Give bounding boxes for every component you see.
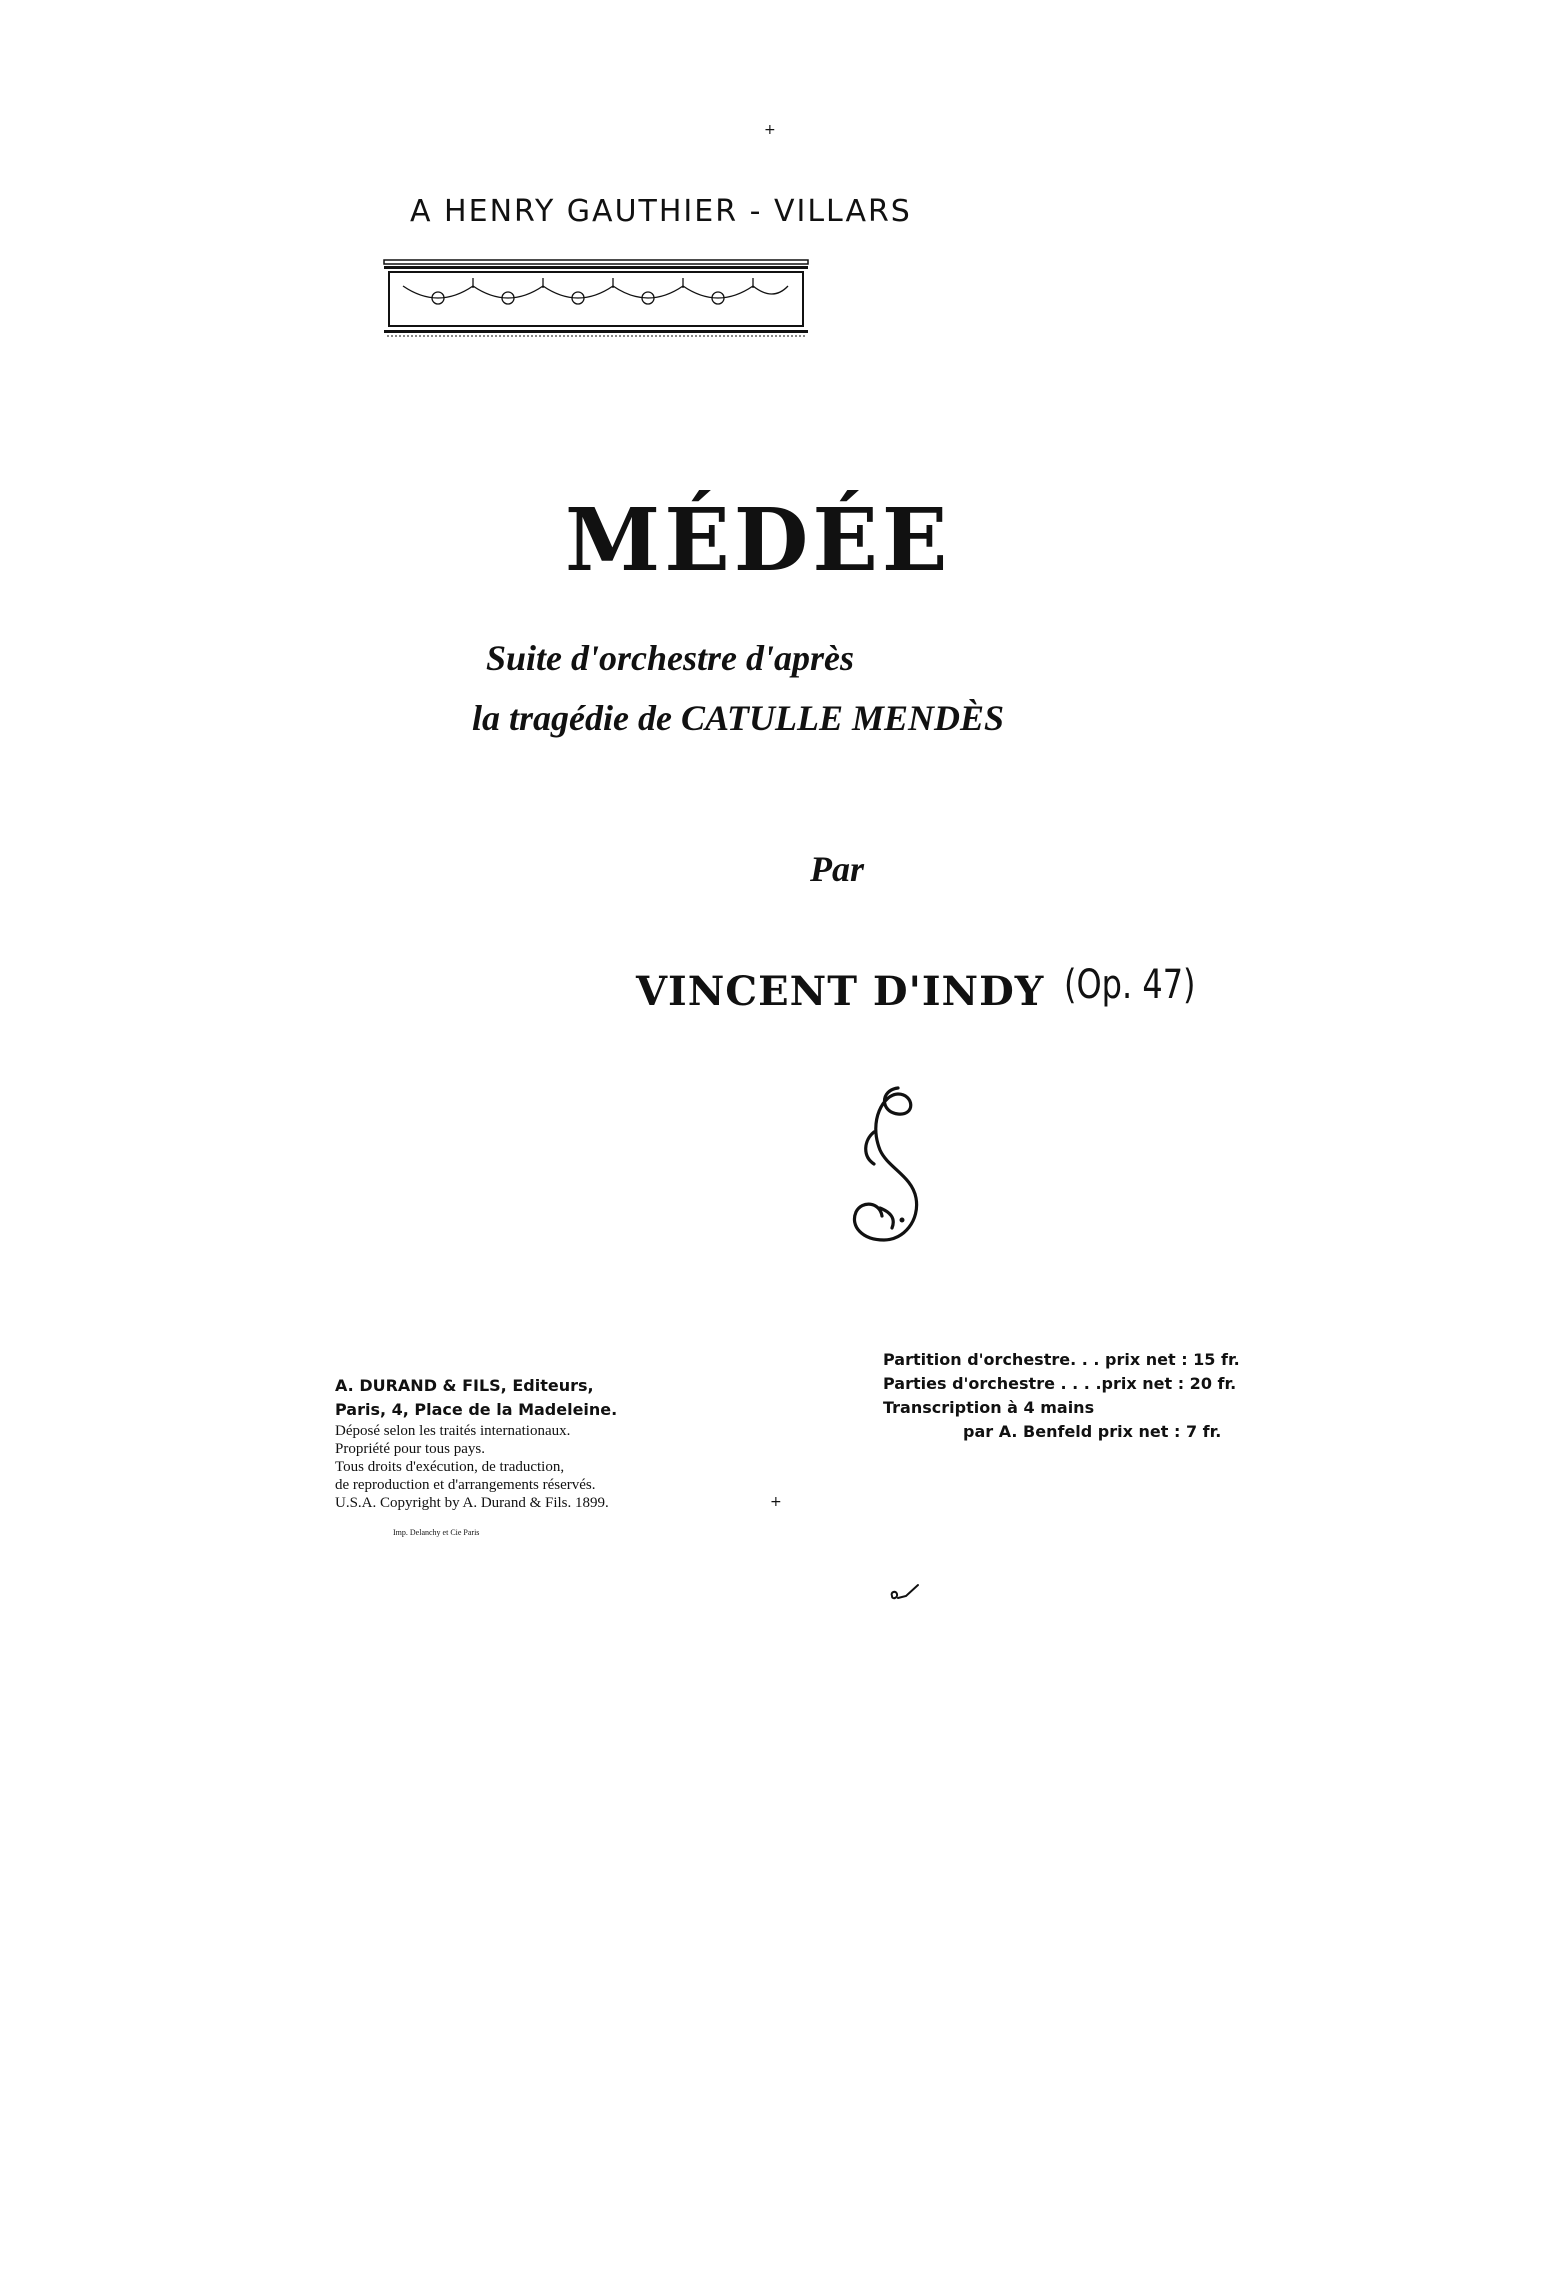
composer-name: VINCENT D'INDY [636,968,1045,1015]
subtitle-line-1: Suite d'orchestre d'après [486,638,855,678]
dedication: A HENRY GAUTHIER - VILLARS [410,194,912,229]
legal-line: Déposé selon les traités internationaux. [335,1423,571,1439]
price-line: Transcription à 4 mains [883,1398,1095,1417]
legal-line: de reproduction et d'arrangements réservés. [335,1477,596,1493]
plus-mark: + [770,1494,782,1510]
opus-number: (Op. 47) [1064,962,1196,1008]
page-title: MÉDÉE [565,490,952,591]
ornamental-frieze [383,258,809,340]
publisher-name: A. DURAND & FILS, Editeurs, [335,1376,594,1395]
printer-imprint: Imp. Delanchy et Cie Paris [393,1528,480,1537]
price-line: par A. Benfeld prix net : 7 fr. [963,1422,1222,1441]
monogram-logo [840,1080,950,1250]
copyright-line: U.S.A. Copyright by A. Durand & Fils. 1899. [335,1495,609,1511]
handwritten-mark [888,1582,922,1604]
by-label: Par [810,849,864,889]
legal-line: Tous droits d'exécution, de traduction, [335,1459,565,1475]
price-line: Parties d'orchestre . . . .prix net : 20 fr. [883,1374,1237,1393]
price-line: Partition d'orchestre. . . prix net : 15 fr. [883,1350,1240,1369]
legal-line: Propriété pour tous pays. [335,1441,485,1457]
publisher-address: Paris, 4, Place de la Madeleine. [335,1400,618,1419]
decorative-cross: + [764,122,776,138]
subtitle-line-2: la tragédie de CATULLE MENDÈS [472,698,1005,738]
